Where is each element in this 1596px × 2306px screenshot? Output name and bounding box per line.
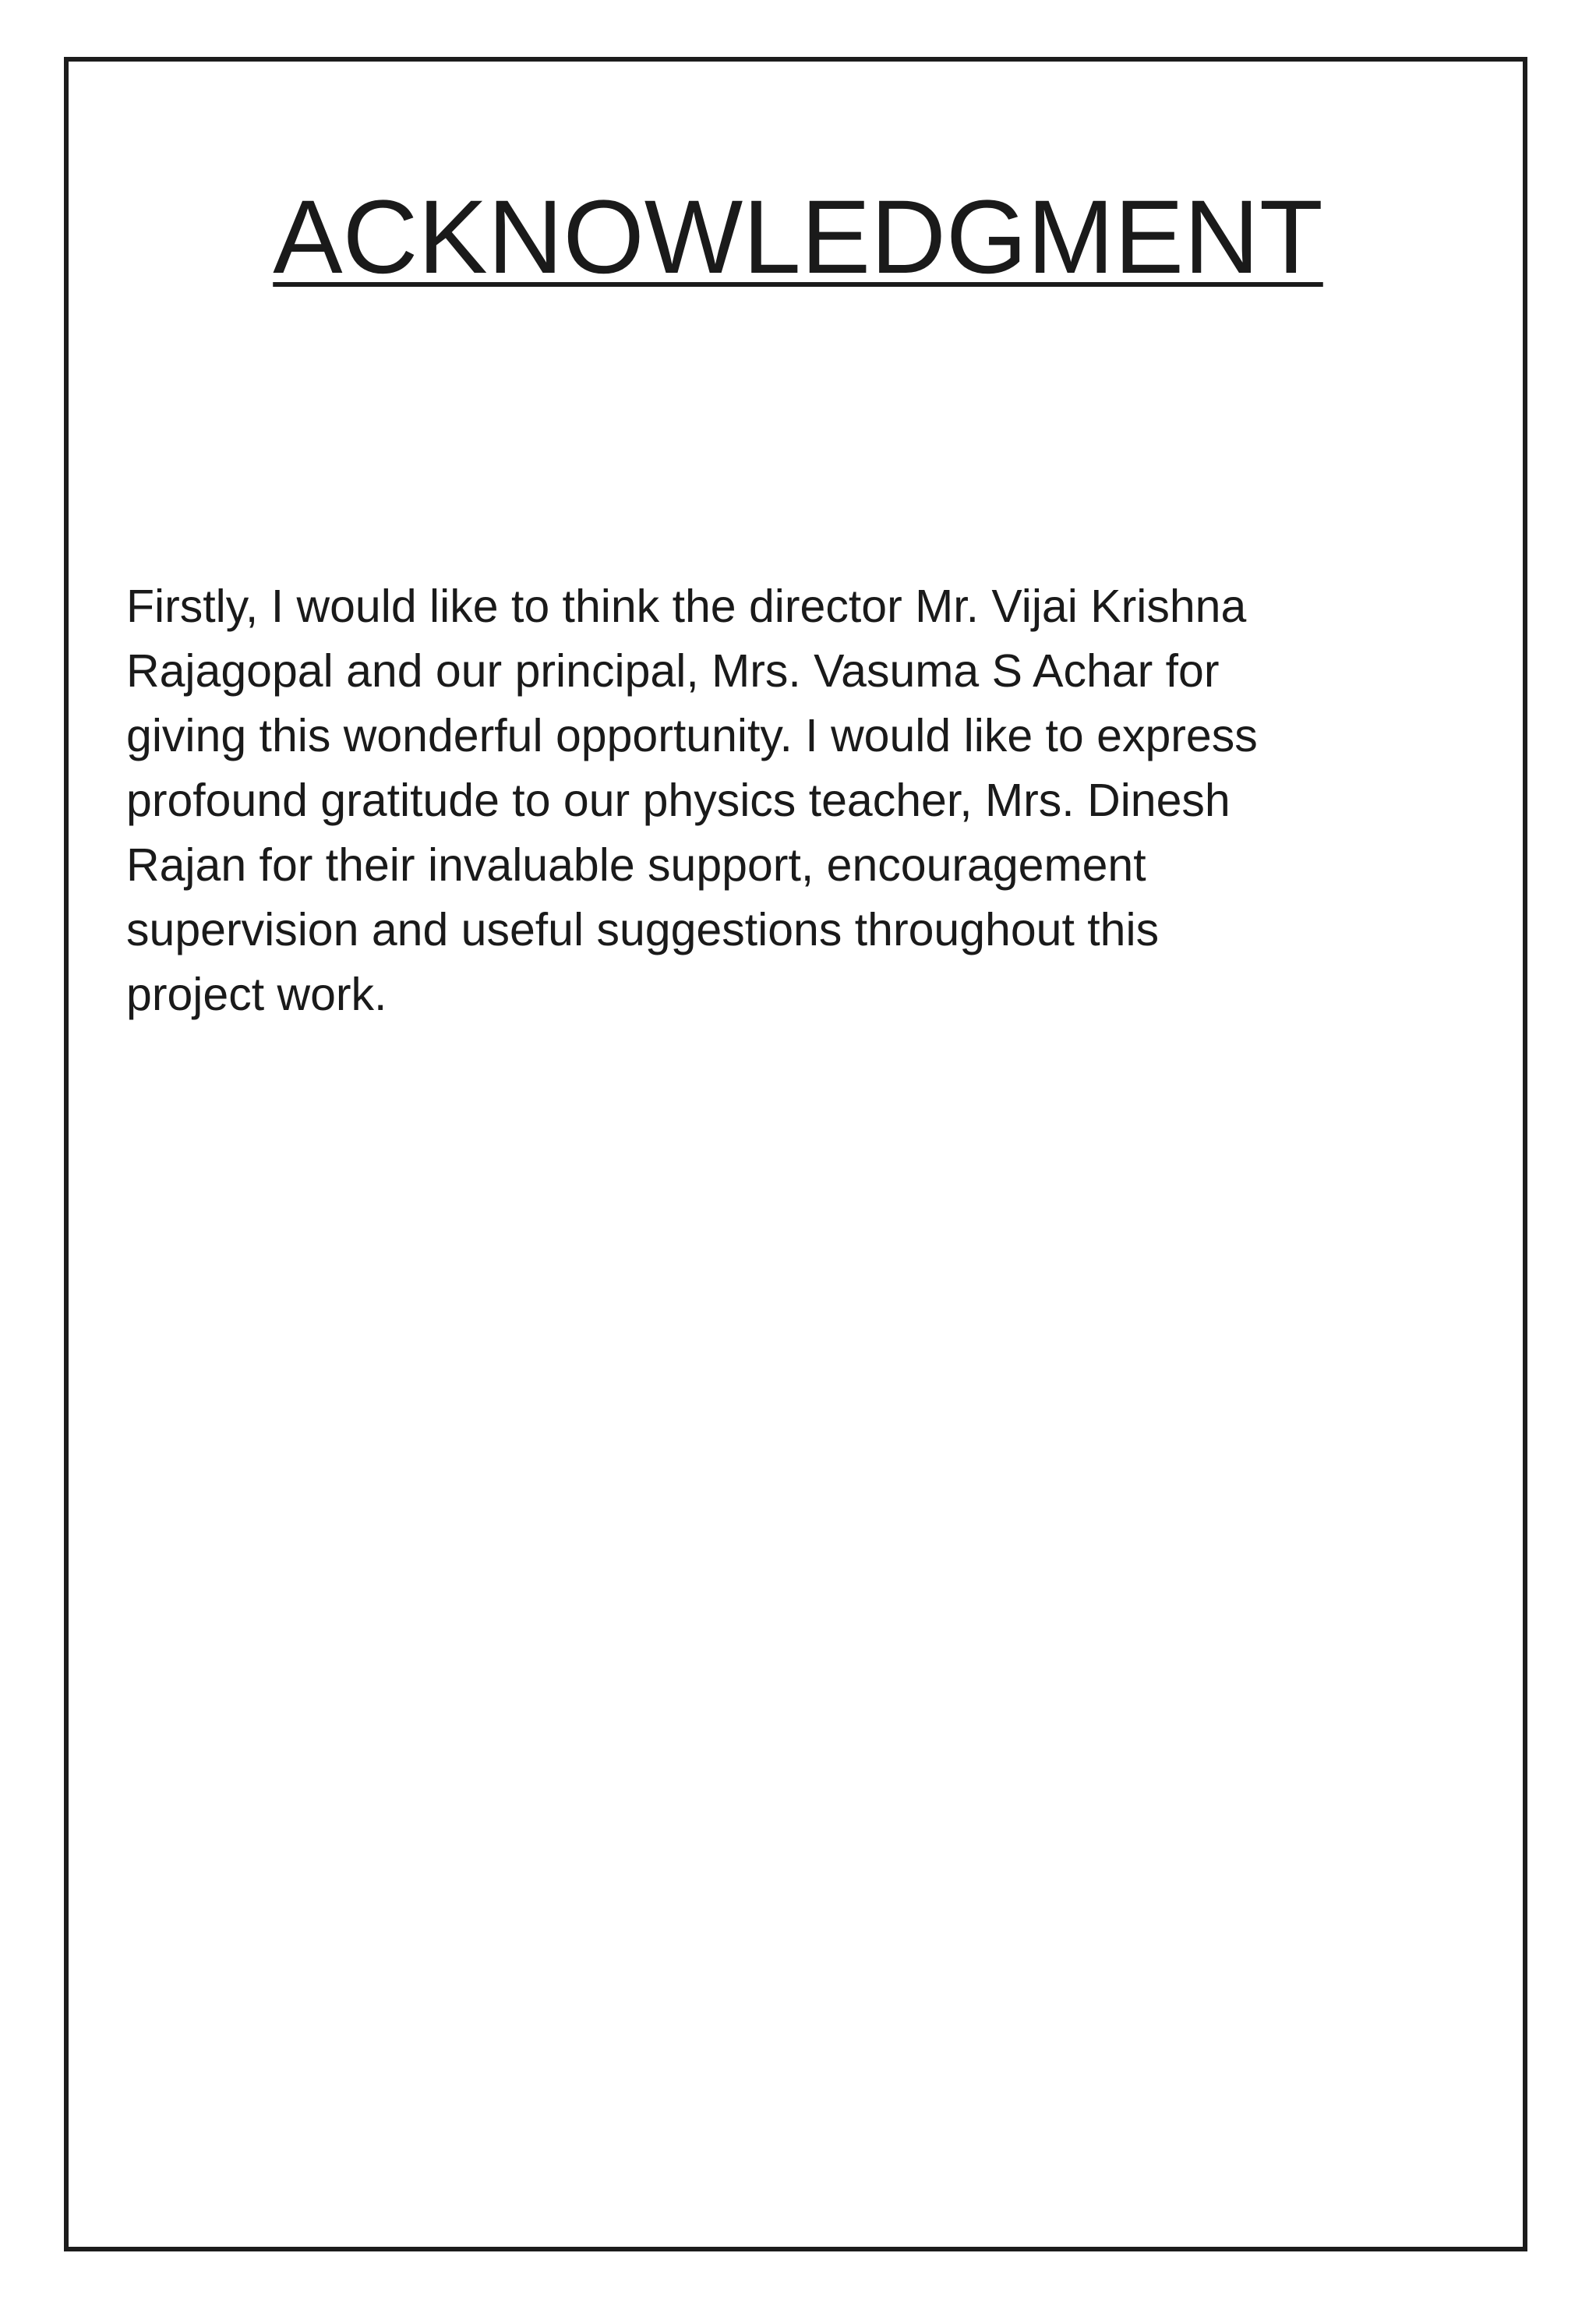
page-border <box>64 57 1527 2251</box>
paragraph-line: Rajagopal and our principal, Mrs. Vasuma S Achar for <box>126 645 1220 697</box>
paragraph-line: profound gratitude to our physics teacher, Mrs. Dinesh <box>126 775 1231 826</box>
paragraph-line: project work. <box>126 969 387 1020</box>
acknowledgment-paragraph <box>126 574 1451 1027</box>
paragraph-line: Firstly, I would like to think the director Mr. Vijai Krishna <box>126 581 1247 632</box>
page-title <box>0 175 1596 300</box>
page-title-text: ACKNOWLEDGMENT <box>273 179 1323 295</box>
paragraph-line: Rajan for their invaluable support, encouragement <box>126 839 1146 891</box>
paragraph-line: giving this wonderful opportunity. I would like to express <box>126 710 1258 761</box>
paragraph-line: supervision and useful suggestions throughout this <box>126 904 1160 955</box>
